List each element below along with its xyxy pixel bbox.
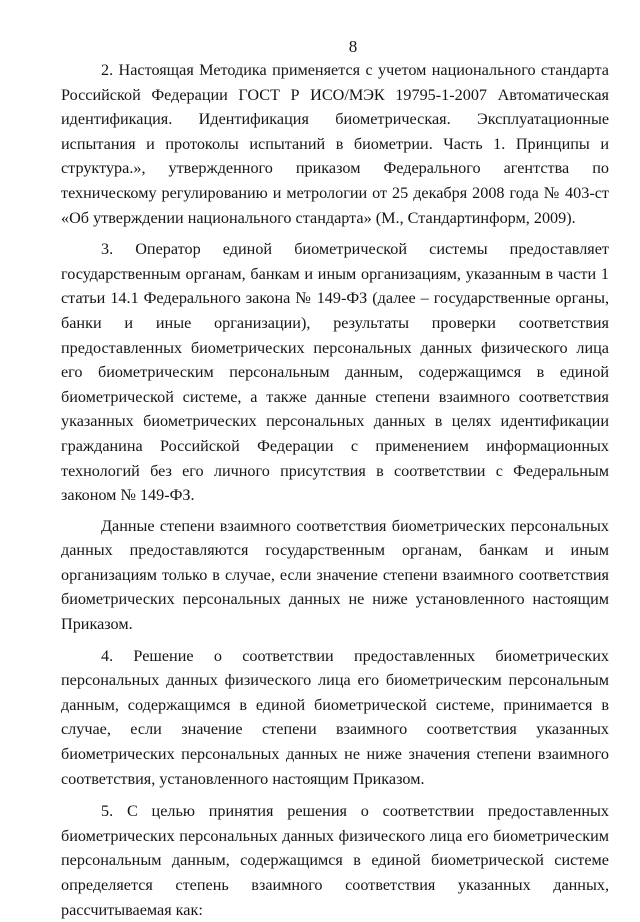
paragraph-3: 3. Оператор единой биометрической системы предоставляет государственным органам, банкам и иным организациям, указанным в части 1 статьи 14.1 Федерального закона № 149-ФЗ (далее – государственные органы, банки и иные организации), результаты проверки соответствия предоставленных биометрических персональных данных физического лица его биометрическим персональным данным, содержащимся в единой биометрической системе, а также данные степени взаимного соответствия указанных биометрических персональных данных в целях идентификации гражданина Российской Федерации с применением информационных технологий без его личного присутствия в соответствии с Федеральным законом № 149-ФЗ. [61, 240, 609, 505]
paragraph-2: 2. Настоящая Методика применяется с учетом национального стандарта Российской Федерации ГОСТ Р ИСО/МЭК 19795-1-2007 Автоматическая идентификация. Идентификация биометрическая. Эксплуатационные испытания и протоколы испытаний в биометрии. Часть 1. Принципы и структура.», утвержденного приказом Федерального агентства по техническому регулированию и метрологии от 25 декабря 2008 года № 403-ст «Об утверждении национального стандарта» (М., Стандартинформ, 2009). [61, 61, 609, 227]
paragraph-4: 4. Решение о соответствии предоставленных биометрических персональных данных физического лица его биометрическим персональным данным, содержащимся в единой биометрической системе, принимается в случае, если значение степени взаимного соответствия указанных биометрических персональных данных не ниже значения степени взаимного соответствия, установленного настоящим Приказом. [61, 646, 609, 788]
paragraph-5: 5. С целью принятия решения о соответствии предоставленных биометрических персональных данных физического лица его биометрическим персональным данным, содержащимся в единой биометрической системе определяется степень взаимного соответствия указанных данных, рассчитываемая как: [61, 802, 609, 919]
page-number: 8 [348, 37, 358, 56]
paragraph-3-continuation: Данные степени взаимного соответствия биометрических персональных данных предоставляются государственным органам, банкам и иным организациям только в случае, если значение степени взаимного соответствия биометрических персональных данных не ниже установленного настоящим Приказом. [61, 516, 609, 634]
document-body [61, 58, 609, 922]
